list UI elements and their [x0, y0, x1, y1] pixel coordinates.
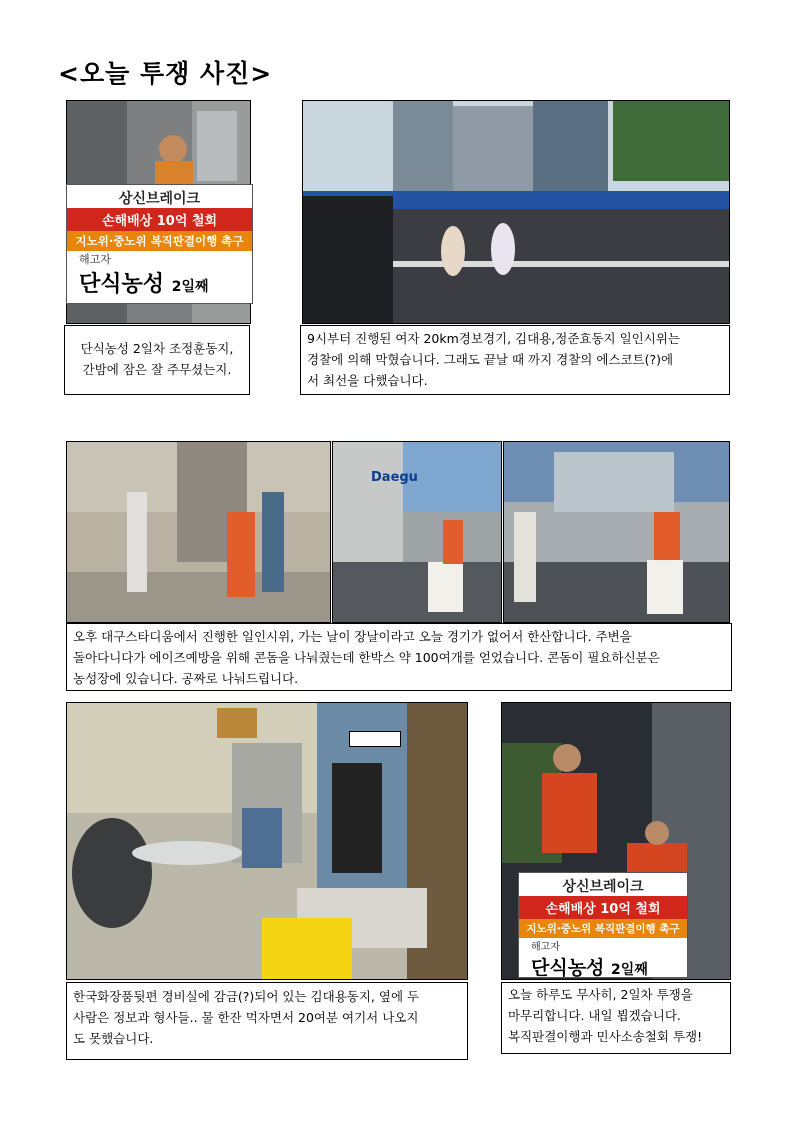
banner2-company: 상신브레이크: [562, 879, 644, 895]
photo-stadium-protest-2: [332, 441, 502, 623]
banner-company: 상신브레이크: [118, 191, 201, 207]
caption-1: [64, 325, 250, 395]
caption-5-line-2: 마무리합니다. 내일 뵙겠습니다.: [508, 1008, 681, 1023]
banner2-worker: 해고자: [531, 942, 560, 953]
caption-2-line-2: 경찰에 의해 막혔습니다. 그래도 끝날 때 까지 경찰의 에스코트(?)에: [307, 352, 674, 367]
face-blur: [349, 731, 401, 747]
caption-1-line-2: 간밤에 잠은 잘 주무셨는지.: [82, 362, 232, 377]
page-title: <오늘 투쟁 사진>: [58, 59, 273, 88]
caption-1-line-1: 단식농성 2일차 조정훈동지,: [80, 341, 234, 356]
banner2-line1: 손해배상 10억 철회: [519, 896, 687, 919]
banner-line2: 지노위·중노위 복직판결이행 촉구: [67, 231, 252, 251]
banner2-day-suffix: 일째: [620, 962, 648, 978]
banner2-hunger: [519, 953, 687, 980]
banner-hunger: [67, 267, 252, 298]
caption-5: [501, 982, 731, 1054]
caption-2-line-3: 서 최선을 다했습니다.: [307, 373, 428, 388]
caption-4-line-1: 한국화장품뒷편 경비실에 감금(?)되어 있는 김대용동지, 옆에 두: [73, 989, 420, 1004]
banner-sign-1: [66, 184, 253, 304]
photo-stadium-protest-3: [503, 441, 730, 623]
banner-line1: 손해배상 10억 철회: [67, 208, 252, 231]
caption-5-line-1: 오늘 하루도 무사히, 2일차 투쟁을: [508, 987, 693, 1002]
photo-scene-6: [67, 703, 468, 980]
banner2-day-num: 2: [611, 962, 621, 978]
banner-day-num: 2: [171, 279, 182, 295]
caption-4-line-3: 도 못했습니다.: [73, 1031, 154, 1046]
caption-3-line-3: 농성장에 있습니다. 공짜로 나눠드립니다.: [73, 671, 299, 686]
banner-sign-2: [518, 872, 688, 978]
photo-scene-3: [67, 442, 331, 623]
caption-4: [66, 982, 468, 1060]
photo-guard-room: [66, 702, 468, 980]
caption-5-line-3: 복직판결이행과 민사소송철회 투쟁!: [508, 1029, 703, 1044]
banner-worker: 해고자: [79, 253, 111, 266]
banner-day-suffix: 일째: [181, 279, 209, 295]
caption-3-line-2: 돌아다니다가 에이즈예방을 위해 콘돔을 나눠줬는데 한박스 약 100여개를 얻었습니다. 콘돔이 필요하신분은: [73, 650, 660, 665]
caption-2-line-1: 9시부터 진행된 여자 20km경보경기, 김대용,정준효동지 일인시위는: [307, 331, 680, 346]
photo-scene-5: [504, 442, 730, 623]
photo-race-walk: [302, 100, 730, 324]
photo-stadium-protest-1: [66, 441, 331, 623]
caption-3: [66, 623, 732, 691]
caption-3-line-1: 오후 대구스타디움에서 진행한 일인시위, 가는 날이 장날이라고 오늘 경기가 없어서 한산합니다. 주변을: [73, 629, 632, 644]
banner-hunger-text: 단식농성: [79, 272, 165, 297]
caption-2: [300, 325, 730, 395]
banner2-line2: 지노위·중노위 복직판결이행 촉구: [519, 919, 687, 938]
sign-daegu: Daegu: [371, 470, 418, 485]
caption-4-line-2: 사람은 정보과 형사들.. 물 한잔 먹자면서 20여분 여기서 나오지: [73, 1010, 419, 1025]
photo-street-scene: [303, 101, 730, 324]
banner2-hunger-text: 단식농성: [531, 957, 605, 979]
